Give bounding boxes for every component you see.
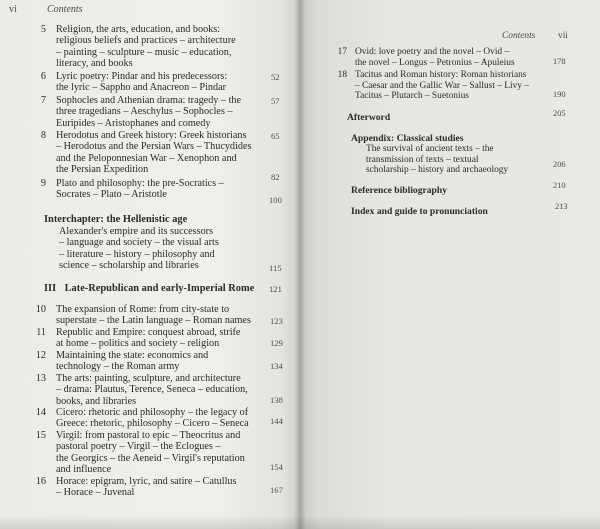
entry-line: books, and libraries	[56, 395, 137, 407]
part-title: Late-Republican and early-Imperial Rome	[64, 283, 255, 294]
entry-number: 6	[40, 71, 46, 82]
right-folio: vii	[558, 31, 568, 41]
interchapter-body	[59, 226, 219, 272]
entry-line: religious beliefs and practices – architecture	[56, 35, 236, 47]
entry-line: Euripides – Aristophanes and comedy	[56, 117, 211, 129]
entry-line: Greece: rhetoric, philosophy – Cicero – Seneca	[56, 418, 249, 430]
entry-number: 8	[40, 130, 46, 141]
part-heading	[44, 283, 254, 294]
entry-number: 10	[35, 304, 46, 315]
appendix-title: Appendix: Classical studies	[351, 133, 464, 144]
page-number: 167	[270, 485, 283, 495]
entry-line: the Georgics – the Aeneid – Virgil's reputation	[56, 452, 245, 464]
entry-line: and influence	[56, 464, 112, 476]
interchapter-line: science – scholarship and libraries	[59, 260, 199, 272]
entry-line: at home – politics and society – religion	[56, 338, 220, 350]
interchapter-line: Alexander's empire and its successors	[59, 226, 214, 237]
entry-line: Herodotus and Greek history: Greek historians	[56, 130, 247, 141]
entry-line: Virgil: from pastoral to epic – Theocritus and	[56, 430, 241, 441]
left-folio: vi	[9, 4, 17, 15]
page-number: 206	[553, 160, 566, 169]
entry-line: Horace: epigram, lyric, and satire – Catullus	[56, 476, 237, 487]
page-number: 123	[270, 316, 283, 326]
page-number: 100	[269, 195, 282, 205]
interchapter-line: – literature – history – philosophy and	[59, 248, 215, 260]
page-number: 129	[270, 338, 283, 348]
entry-number: 18	[337, 70, 347, 80]
appendix-line: The survival of ancient texts – the	[366, 144, 494, 154]
entry-line: The arts: painting, sculpture, and architecture	[56, 373, 241, 384]
bibliography-title: Reference bibliography	[351, 185, 448, 196]
page-number: 57	[271, 96, 280, 106]
entry-line: – drama: Plautus, Terence, Seneca – education,	[56, 384, 248, 396]
entry-line: the lyric – Sappho and Anacreon – Pindar	[56, 82, 227, 94]
appendix-line: transmission of texts – textual	[366, 154, 479, 165]
entry-number: 13	[35, 373, 46, 384]
page-number: 52	[271, 72, 280, 82]
page-number: 65	[271, 131, 280, 141]
entry-line: Lyric poetry: Pindar and his predecessors:	[56, 71, 228, 82]
entry-line: Maintaining the state: economics and	[56, 350, 209, 361]
page-number: 154	[270, 462, 283, 472]
page-number: 144	[270, 416, 283, 426]
entry-number: 12	[35, 350, 46, 361]
interchapter-title: Interchapter: the Hellenistic age	[44, 214, 188, 225]
entry-line: three tragedians – Aeschylus – Sophocles –	[56, 106, 233, 118]
entry-line: superstate – the Latin language – Roman names	[56, 315, 251, 327]
page-number: 210	[553, 181, 566, 190]
entry-line: – Caesar and the Gallic War – Sallust – Livy –	[355, 80, 530, 91]
page-number: 121	[269, 284, 282, 294]
entry-number: 15	[35, 430, 46, 441]
page-number: 138	[270, 395, 283, 405]
page-number: 115	[269, 263, 282, 273]
appendix-body	[366, 144, 508, 176]
bottom-shadow	[0, 515, 600, 529]
entry-line: Religion, the arts, education, and books:	[56, 24, 221, 35]
left-running-head: Contents	[47, 4, 83, 15]
page-number: 82	[271, 172, 280, 182]
entry-line: The expansion of Rome: from city-state to	[56, 304, 230, 315]
entry-line: Cicero: rhetoric and philosophy – the legacy of	[56, 407, 249, 418]
entry-number: 7	[40, 95, 46, 106]
entry-line: – painting – sculpture – music – education,	[56, 46, 232, 58]
entry-line: Plato and philosophy: the pre-Socratics –	[56, 178, 224, 189]
right-running-head: Contents	[502, 31, 536, 41]
part-number: III	[44, 283, 57, 294]
entry-line: the Persian Expedition	[56, 164, 149, 176]
interchapter-line: – language and society – the visual arts	[59, 237, 219, 249]
entry-line: literacy, and books	[56, 58, 133, 70]
entry-number: 16	[35, 476, 46, 487]
page-number: 190	[553, 90, 566, 99]
entry-line: Tacitus – Plutarch – Suetonius	[355, 91, 469, 102]
page-number: 213	[555, 202, 568, 211]
page-number: 134	[270, 361, 283, 371]
entry-number: 9	[40, 178, 46, 189]
afterword-title: Afterword	[347, 112, 391, 123]
entry-line: and the Peloponnesian War – Xenophon and	[56, 152, 237, 164]
page-number: 205	[553, 109, 566, 118]
entry-line: pastoral poetry – Virgil – the Eclogues –	[56, 441, 221, 453]
entry-number: 11	[36, 327, 46, 338]
entry-line: Ovid: love poetry and the novel – Ovid –	[355, 47, 510, 57]
entry-line: Tacitus and Roman history: Roman historians	[355, 70, 527, 80]
entry-number: 14	[35, 407, 46, 418]
entry-line: Sophocles and Athenian drama: tragedy – the	[56, 95, 242, 106]
page-number: 178	[553, 57, 566, 66]
entry-line: the novel – Longus – Petronius – Apuleius	[355, 57, 515, 68]
appendix-line: scholarship – history and archaeology	[366, 165, 509, 176]
entry-line: – Horace – Juvenal	[56, 487, 135, 499]
book-gutter	[294, 0, 306, 529]
entry-line: technology – the Roman army	[56, 361, 180, 373]
entry-line: Socrates – Plato – Aristotle	[56, 189, 167, 201]
index-title: Index and guide to pronunciation	[351, 206, 488, 217]
entry-number: 5	[40, 24, 46, 35]
entry-line: – Herodotus and the Persian Wars – Thucydides	[56, 141, 252, 153]
entry-number: 17	[337, 47, 347, 57]
entry-line: Republic and Empire: conquest abroad, strife	[56, 327, 241, 338]
